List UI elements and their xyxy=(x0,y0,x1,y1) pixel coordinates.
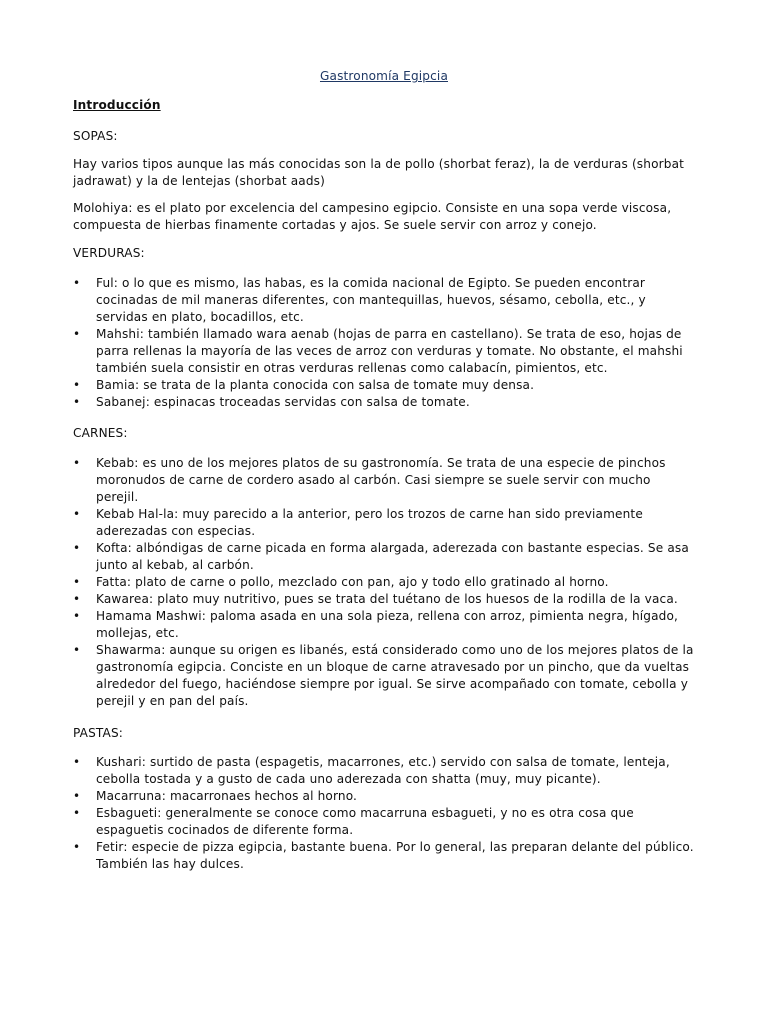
list-item: • Kebab: es uno de los mejores platos de su gastronomía. Se trata de una especie de pinchos moronudos de carne de cordero asado al carbón. Casi siempre se suele servir con mucho perejil. xyxy=(73,455,695,506)
list-item: • Bamia: se trata de la planta conocida con salsa de tomate muy densa. xyxy=(73,377,695,394)
intro-heading: Introducción xyxy=(73,98,161,112)
list-item: • Kawarea: plato muy nutritivo, pues se trata del tuétano de los huesos de la rodilla de la vaca. xyxy=(73,591,695,608)
carnes-list xyxy=(73,455,695,710)
list-item: • Esbagueti: generalmente se conoce como macarruna esbagueti, y no es otra cosa que espaguetis cocinados de diferente forma. xyxy=(73,805,695,839)
list-item: • Sabanej: espinacas troceadas servidas con salsa de tomate. xyxy=(73,394,695,411)
verduras-list xyxy=(73,275,695,411)
document-title: Gastronomía Egipcia xyxy=(319,69,448,83)
sopas-paragraph-2: Molohiya: es el plato por excelencia del campesino egipcio. Consiste en una sopa verde viscosa, compuesta de hierbas finamente cortadas y ajos. Se suele servir con arroz y conejo. xyxy=(73,201,672,232)
list-item: • Kebab Hal-la: muy parecido a la anterior, pero los trozos de carne han sido previamente aderezadas con especias. xyxy=(73,506,695,540)
list-item: • Ful: o lo que es mismo, las habas, es la comida nacional de Egipto. Se pueden encontrar cocinadas de mil maneras diferentes, con mantequillas, huevos, sésamo, cebolla, etc., y servidas en plato, bocadillos, etc. xyxy=(73,275,695,326)
list-item: • Macarruna: macarronaes hechos al horno. xyxy=(73,788,695,805)
sopas-paragraph-1: Hay varios tipos aunque las más conocidas son la de pollo (shorbat feraz), la de verduras (shorbat jadrawat) y la de lentejas (shorbat aads) xyxy=(73,157,685,188)
verduras-heading: VERDURAS: xyxy=(73,246,145,260)
list-item: • Hamama Mashwi: paloma asada en una sola pieza, rellena con arroz, pimienta negra, hígado, mollejas, etc. xyxy=(73,608,695,642)
list-item: • Mahshi: también llamado wara aenab (hojas de parra en castellano). Se trata de eso, hojas de parra rellenas la mayoría de las veces de arroz con verduras y tomate. No obstante, el mahshi también suela consistir en otras verduras rellenas como calabacín, pimientos, etc. xyxy=(73,326,695,377)
list-item: • Shawarma: aunque su origen es libanés, está considerado como uno de los mejores platos de la gastronomía egipcia. Conciste en un bloque de carne atravesado por un pincho, que da vueltas alrededor del fuego, haciéndose siempre por igual. Se sirve acompañado con tomate, cebolla y perejil y en pan del país. xyxy=(73,642,695,710)
pastas-list xyxy=(73,754,695,873)
carnes-heading: CARNES: xyxy=(73,426,128,440)
list-item: • Kofta: albóndigas de carne picada en forma alargada, aderezada con bastante especias. Se asa junto al kebab, al carbón. xyxy=(73,540,695,574)
pastas-heading: PASTAS: xyxy=(73,726,123,740)
list-item: • Fetir: especie de pizza egipcia, bastante buena. Por lo general, las preparan delante del público. También las hay dulces. xyxy=(73,839,695,873)
sopas-heading: SOPAS: xyxy=(73,129,118,143)
list-item: • Kushari: surtido de pasta (espagetis, macarrones, etc.) servido con salsa de tomate, lenteja, cebolla tostada y a gusto de cada uno aderezada con shatta (muy, muy picante). xyxy=(73,754,695,788)
list-item: • Fatta: plato de carne o pollo, mezclado con pan, ajo y todo ello gratinado al horno. xyxy=(73,574,695,591)
